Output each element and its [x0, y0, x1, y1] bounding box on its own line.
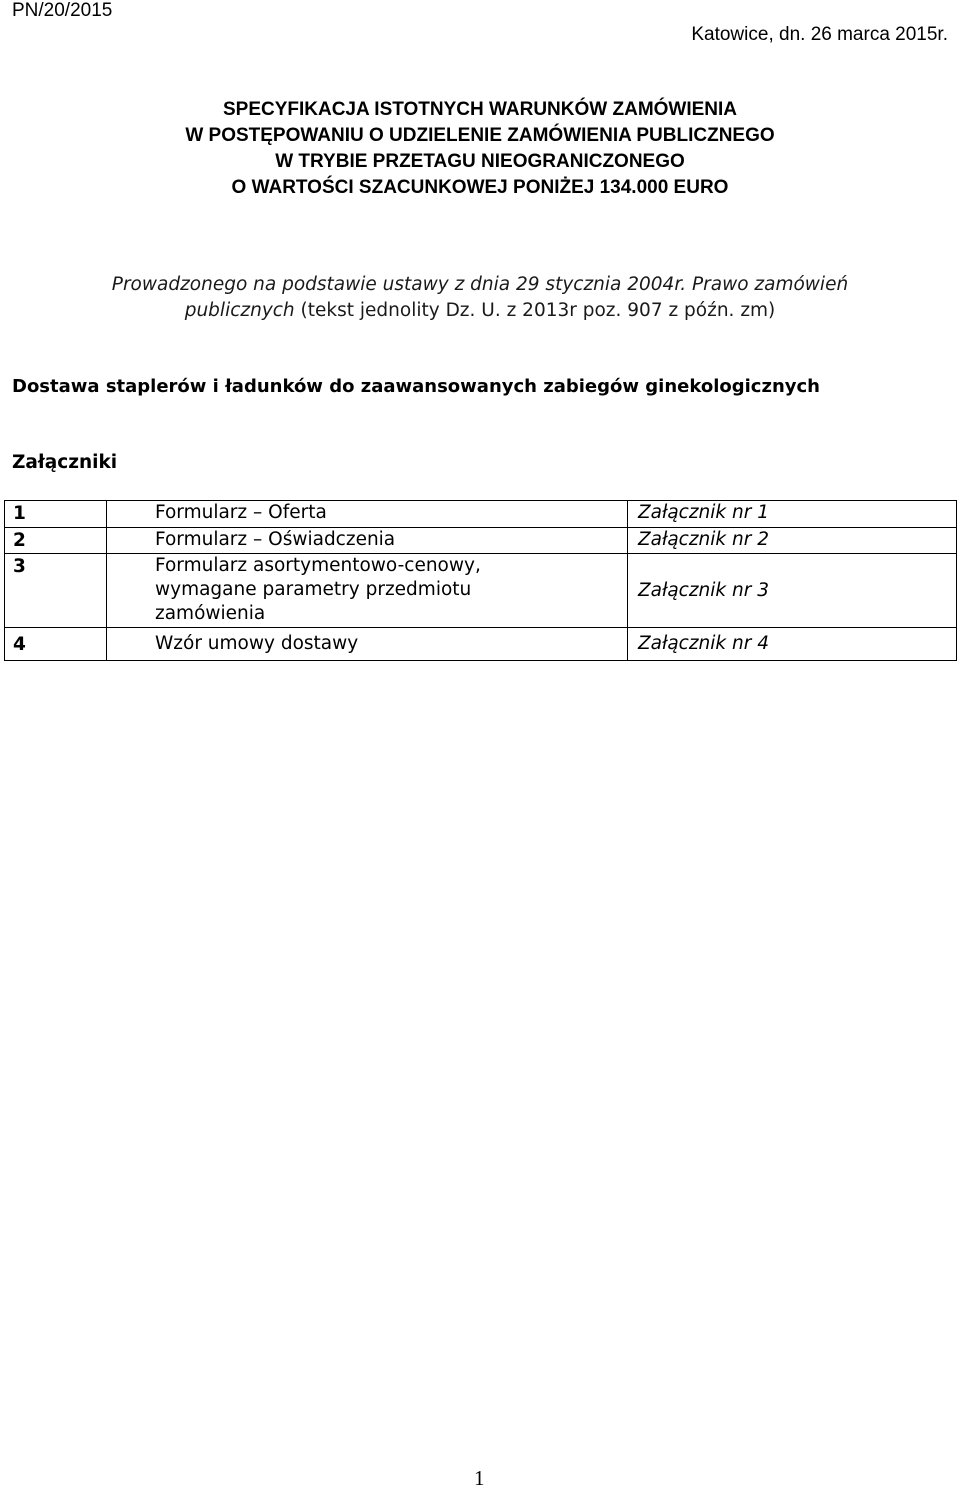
table-row: [5, 528, 957, 554]
title-line-2: W POSTĘPOWANIU O UDZIELENIE ZAMÓWIENIA PUBLICZNEGO: [185, 125, 775, 146]
attachment-description-line: Wzór umowy dostawy: [155, 633, 359, 654]
table-row: [5, 501, 957, 528]
attachment-description-line: wymagane parametry przedmiotu: [155, 579, 472, 600]
attachments-table: [4, 500, 957, 661]
attachment-number: 3: [5, 554, 107, 628]
attachment-reference: Załącznik nr 3: [628, 554, 957, 628]
attachment-number: 2: [5, 528, 107, 554]
page-number: 1: [474, 1466, 485, 1490]
attachment-description: [107, 501, 628, 528]
table-row: [5, 628, 957, 661]
legal-basis-line-1: Prowadzonego na podstawie ustawy z dnia 29 stycznia 2004r. Prawo zamówień: [111, 274, 849, 295]
title-line-1: SPECYFIKACJA ISTOTNYCH WARUNKÓW ZAMÓWIENIA: [222, 99, 738, 120]
attachment-description: [107, 528, 628, 554]
attachment-number: 4: [5, 628, 107, 661]
title-line-3: W TRYBIE PRZETAGU NIEOGRANICZONEGO: [275, 151, 685, 172]
legal-basis-line-2: [0, 298, 960, 324]
attachment-reference: Załącznik nr 2: [628, 528, 957, 554]
order-subject: Dostawa staplerów i ładunków do zaawansowanych zabiegów ginekologicznych: [12, 376, 820, 397]
legal-basis-rest: (tekst jednolity Dz. U. z 2013r poz. 907 z późn. zm): [294, 300, 776, 321]
title-line-4: O WARTOŚCI SZACUNKOWEJ PONIŻEJ 134.000 EURO: [231, 177, 729, 198]
legal-basis: [0, 272, 960, 324]
attachment-description: [107, 554, 628, 628]
attachment-reference: Załącznik nr 4: [628, 628, 957, 661]
document-title: [0, 97, 960, 201]
attachment-description-line: Formularz – Oświadczenia: [155, 529, 396, 550]
attachment-description: [107, 628, 628, 661]
table-row: [5, 554, 957, 628]
legal-basis-italic: publicznych: [184, 300, 295, 321]
case-number: PN/20/2015: [12, 0, 113, 21]
attachments-heading: Załączniki: [12, 452, 118, 473]
attachment-number: 1: [5, 501, 107, 528]
attachment-description-line: Formularz asortymentowo-cenowy,: [155, 555, 481, 576]
attachment-description-line: zamówienia: [155, 603, 266, 624]
place-date: Katowice, dn. 26 marca 2015r.: [691, 24, 948, 45]
attachment-description-line: Formularz – Oferta: [155, 502, 327, 523]
attachment-reference: Załącznik nr 1: [628, 501, 957, 528]
